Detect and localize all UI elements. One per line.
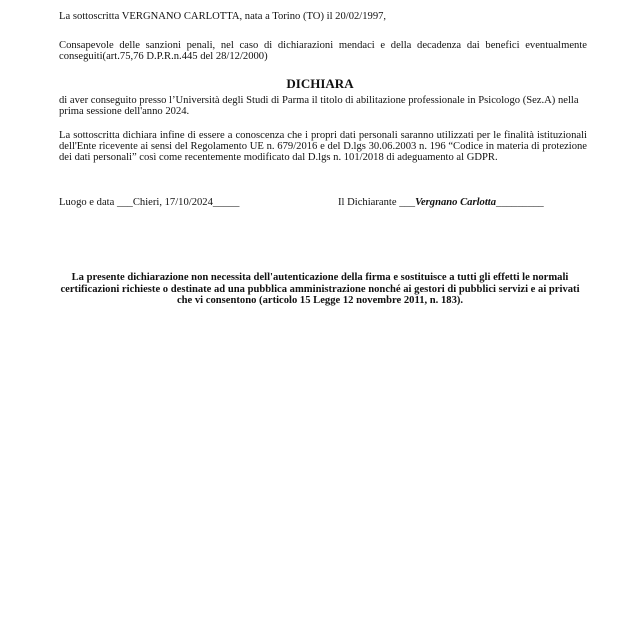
declarant (338, 197, 544, 208)
place-date (59, 197, 239, 208)
place-date-label: Luogo e data (59, 197, 117, 208)
declarant-name: Vergnano Carlotta (415, 197, 497, 208)
declarant-prefix: ___ (399, 197, 416, 208)
place-date-value: ___Chieri, 17/10/2024_____ (116, 197, 240, 208)
intro-paragraph: La sottoscritta VERGNANO CARLOTTA, nata a Torino (TO) il 20/02/1997, (59, 11, 387, 22)
declarant-suffix: _________ (496, 197, 544, 208)
signature-row (59, 197, 599, 211)
privacy-paragraph: La sottoscritta dichiara infine di essere a conoscenza che i propri dati personali saranno utilizzati per le finalità istituzionali dell'Ente ricevente ai sensi del Regolamento UE n. 679/2016 e del D.lgs 30.06.2003 n. 196 “Codice in materia di protezione dei dati personali” così come recentemente modificato dal D.lgs n. 101/2018 di adeguamento al GDPR. (59, 130, 587, 163)
declaration-paragraph: di aver conseguito presso l’Università degli Studi di Parma il titolo di abilitazione professionale in Psicologo (Sez.A) nella prima sessione dell'anno 2024. (59, 95, 579, 117)
declarant-label: Il Dichiarante (338, 197, 400, 208)
declaration-heading: DICHIARA (286, 76, 354, 91)
awareness-paragraph: Consapevole delle sanzioni penali, nel caso di dichiarazioni mendaci e della decadenza dai benefici eventualmente conseguiti(art.75,76 D.P.R.n.445 del 28/12/2000) (59, 40, 587, 62)
legal-note: La presente dichiarazione non necessita dell'autenticazione della firma e sostituisce a tutti gli effetti le normali certificazioni richieste o destinate ad una pubblica amministrazione nonché ai gestori di pubblici servizi e ai privati che vi consentono (articolo 15 Legge 12 novembre 2011, n. 183). (60, 272, 580, 306)
